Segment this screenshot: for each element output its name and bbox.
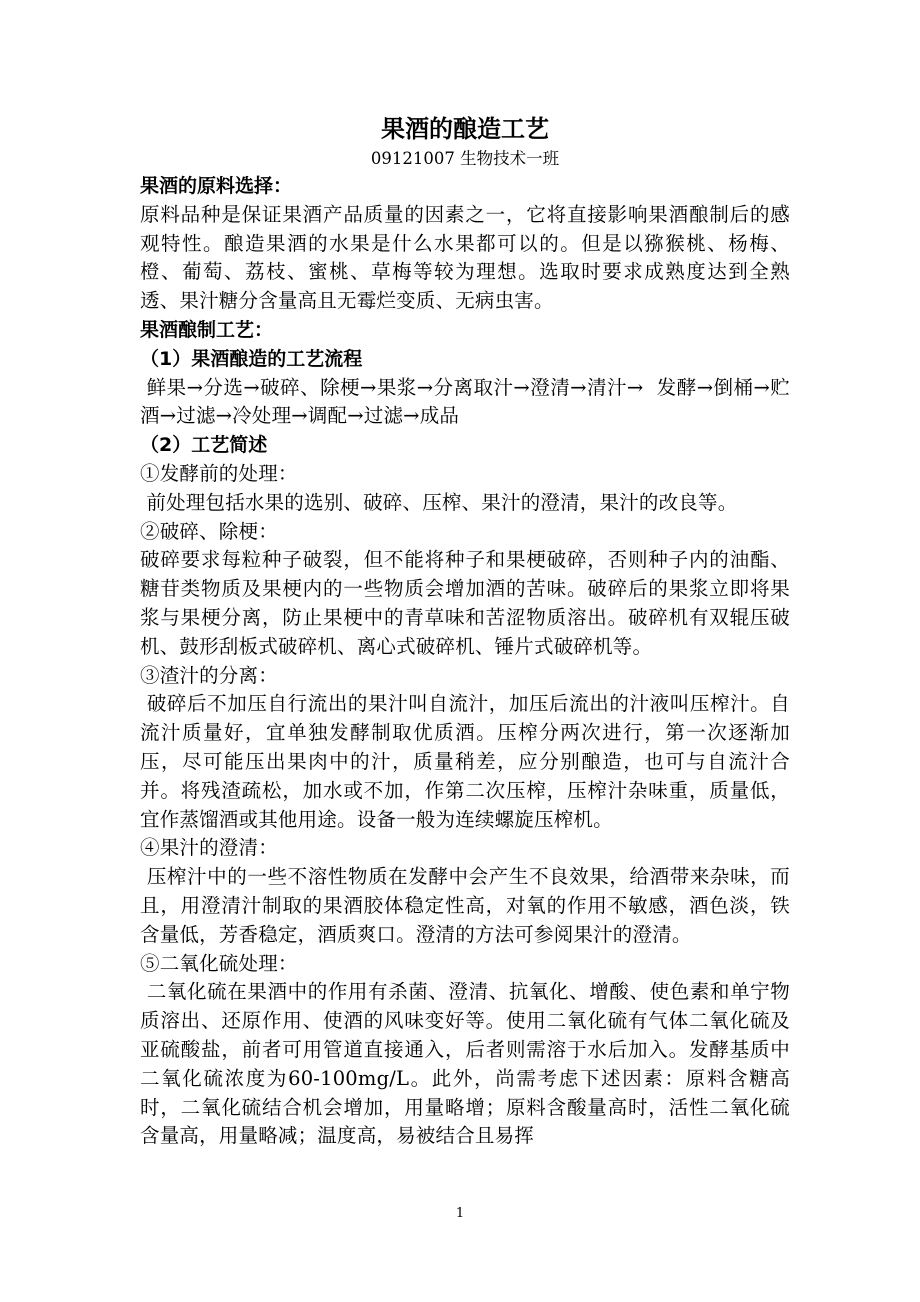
section-heading-raw-materials: 果酒的原料选择： [140, 175, 293, 197]
paragraph-clarification: 压榨汁中的一些不溶性物质在发酵中会产生不良效果，给酒带来杂味，而且，用澄清汁制取的果酒胶体稳定性高，对氧的作用不敏感，酒色淡，铁含量低，芳香稳定，酒质爽口。澄清的方法可参阅果汁的澄清。 [140, 865, 790, 946]
page-number: 1 [455, 1206, 465, 1221]
item-title-sulfur-dioxide: ⑤二氧化硫处理： [140, 951, 298, 975]
item-title-separation: ③渣汁的分离： [140, 663, 278, 687]
paragraph-process-flow: 鲜果→分选→破碎、除梗→果浆→分离取汁→澄清→清汁→ 发酵→倒桶→贮酒→过滤→冷处理→调配→过滤→成品 [140, 375, 790, 428]
item-title-clarification: ④果汁的澄清： [140, 836, 278, 860]
document-title: 果酒的酿造工艺 [381, 114, 549, 143]
paragraph-separation: 破碎后不加压自行流出的果汁叫自流汁，加压后流出的汁液叫压榨汁。自流汁质量好，宜单独发酵制取优质酒。压榨分两次进行，第一次逐渐加压，尽可能压出果肉中的汁，质量稍差，应分别酿造，也可与自流汁合并。将残渣疏松，加水或不加，作第二次压榨，压榨汁杂味重，质量低，宜作蒸馏酒或其他用途。设备一般为连续螺旋压榨机。 [140, 692, 790, 831]
paragraph-sulfur-dioxide: 二氧化硫在果酒中的作用有杀菌、澄清、抗氧化、增酸、使色素和单宁物质溶出、还原作用、使酒的风味变好等。使用二氧化硫有气体二氧化硫及亚硫酸盐，前者可用管道直接通入，后者则需溶于水后加入。发酵基质中二氧化硫浓度为60-100mg/L。此外，尚需考虑下述因素：原料含糖高时，二氧化硫结合机会增加，用量略增；原料含酸量高时，活性二氧化硫含量高，用量略减；温度高，易被结合且易挥 [140, 980, 790, 1148]
document-subtitle: 09121007 生物技术一班 [370, 149, 560, 168]
paragraph-crushing: 破碎要求每粒种子破裂，但不能将种子和果梗破碎，否则种子内的油酯、糖苷类物质及果梗内的一些物质会增加酒的苦味。破碎后的果浆立即将果浆与果梗分离，防止果梗中的青草味和苦涩物质溶出。破碎机有双辊压破机、鼓形刮板式破碎机、离心式破碎机、锤片式破碎机等。 [140, 548, 790, 658]
document-page [140, 112, 790, 1151]
paragraph-raw-materials: 原料品种是保证果酒产品质量的因素之一，它将直接影响果酒酿制后的感观特性。酿造果酒的水果是什么水果都可以的。但是以猕猴桃、杨梅、橙、葡萄、荔枝、蜜桃、草梅等较为理想。选取时要求成熟度达到全熟透、果汁糖分含量高且无霉烂变质、无病虫害。 [140, 202, 790, 313]
item-title-pretreatment: ①发酵前的处理： [140, 461, 298, 485]
subheading-process-overview: （2）工艺简述 [140, 434, 268, 457]
subheading-process-flow: （1）果酒酿造的工艺流程 [140, 347, 363, 370]
paragraph-pretreatment: 前处理包括水果的选别、破碎、压榨、果汁的澄清，果汁的改良等。 [140, 490, 738, 514]
item-title-crushing: ②破碎、除梗： [140, 519, 278, 543]
document-body [140, 172, 790, 1151]
section-heading-process: 果酒酿制工艺： [140, 318, 274, 341]
